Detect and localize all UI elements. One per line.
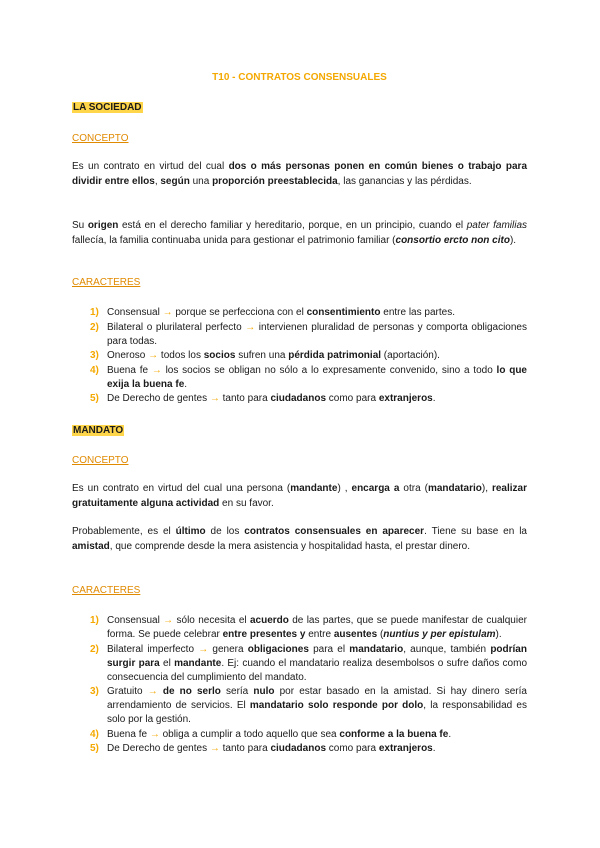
subheading-concepto: CONCEPTO	[72, 455, 129, 466]
paragraph: Es un contrato en virtud del cual dos o más personas ponen en común bienes o trabajo para dividir entre ellos, según una proporción preestablecida, las ganancias y las pérdidas.	[72, 161, 528, 187]
subheading-concepto: CONCEPTO	[72, 133, 129, 144]
list-item: 5) De Derecho de gentes → tanto para ciudadanos como para extranjeros.	[90, 743, 436, 754]
section-heading-mandato: MANDATO	[73, 425, 124, 436]
document-title: T10 - CONTRATOS CONSENSUALES	[212, 72, 387, 83]
list-item: 2) Bilateral o plurilateral perfecto → intervienen pluralidad de personas y comporta obligaciones para todas.	[90, 321, 527, 347]
caracteres-list-sociedad	[72, 306, 527, 407]
list-item: 4) Buena fe → obliga a cumplir a todo aquello que sea conforme a la buena fe.	[90, 728, 452, 740]
caracteres-list-mandato	[72, 614, 527, 757]
subheading-caracteres: CARACTERES	[72, 277, 141, 288]
list-item: 2) Bilateral imperfecto → genera obligaciones para el mandatario, aunque, también podrían surgir para el mandante. Ej: cuando el mandatario realiza desembolsos o sufre daños como consecuencia del cumplimiento del mandato.	[90, 643, 528, 683]
list-item: 1) Consensual → sólo necesita el acuerdo de las partes, que se puede manifestar de cualquier forma. Se puede celebrar entre presentes y entre ausentes (nuntius y per epistulam).	[90, 615, 527, 640]
list-item: 3) Gratuito → de no serlo sería nulo por estar basado en la amistad. Si hay dinero sería arrendamiento de servicios. El mandatario solo responde por dolo, la responsabilidad es solo por la gestión.	[90, 686, 527, 725]
paragraph: Es un contrato en virtud del cual una persona (mandante) , encarga a otra (mandatario), realizar gratuitamente alguna actividad en su favor.	[72, 483, 527, 509]
list-item: 3) Oneroso → todos los socios sufren una pérdida patrimonial (aportación).	[90, 350, 440, 361]
list-item: 5) De Derecho de gentes → tanto para ciudadanos como para extranjeros.	[90, 393, 436, 404]
list-item: 4) Buena fe → los socios se obligan no sólo a lo expresamente convenido, sino a todo lo que exija la buena fe.	[90, 364, 527, 390]
paragraph: Su origen está en el derecho familiar y hereditario, porque, en un principio, cuando el pater familias fallecía, la familia continuaba unida para gestionar el patrimonio familiar (consortio ercto non cito).	[72, 220, 528, 246]
paragraph: Probablemente, es el último de los contratos consensuales en aparecer. Tiene su base en la amistad, que comprende desde la mera asistencia y hospitalidad hasta, el prestar dinero.	[72, 526, 527, 552]
section-heading-sociedad: LA SOCIEDAD	[73, 102, 142, 113]
list-item: 1) Consensual → porque se perfecciona con el consentimiento entre las partes.	[90, 307, 455, 318]
subheading-caracteres: CARACTERES	[72, 585, 141, 596]
